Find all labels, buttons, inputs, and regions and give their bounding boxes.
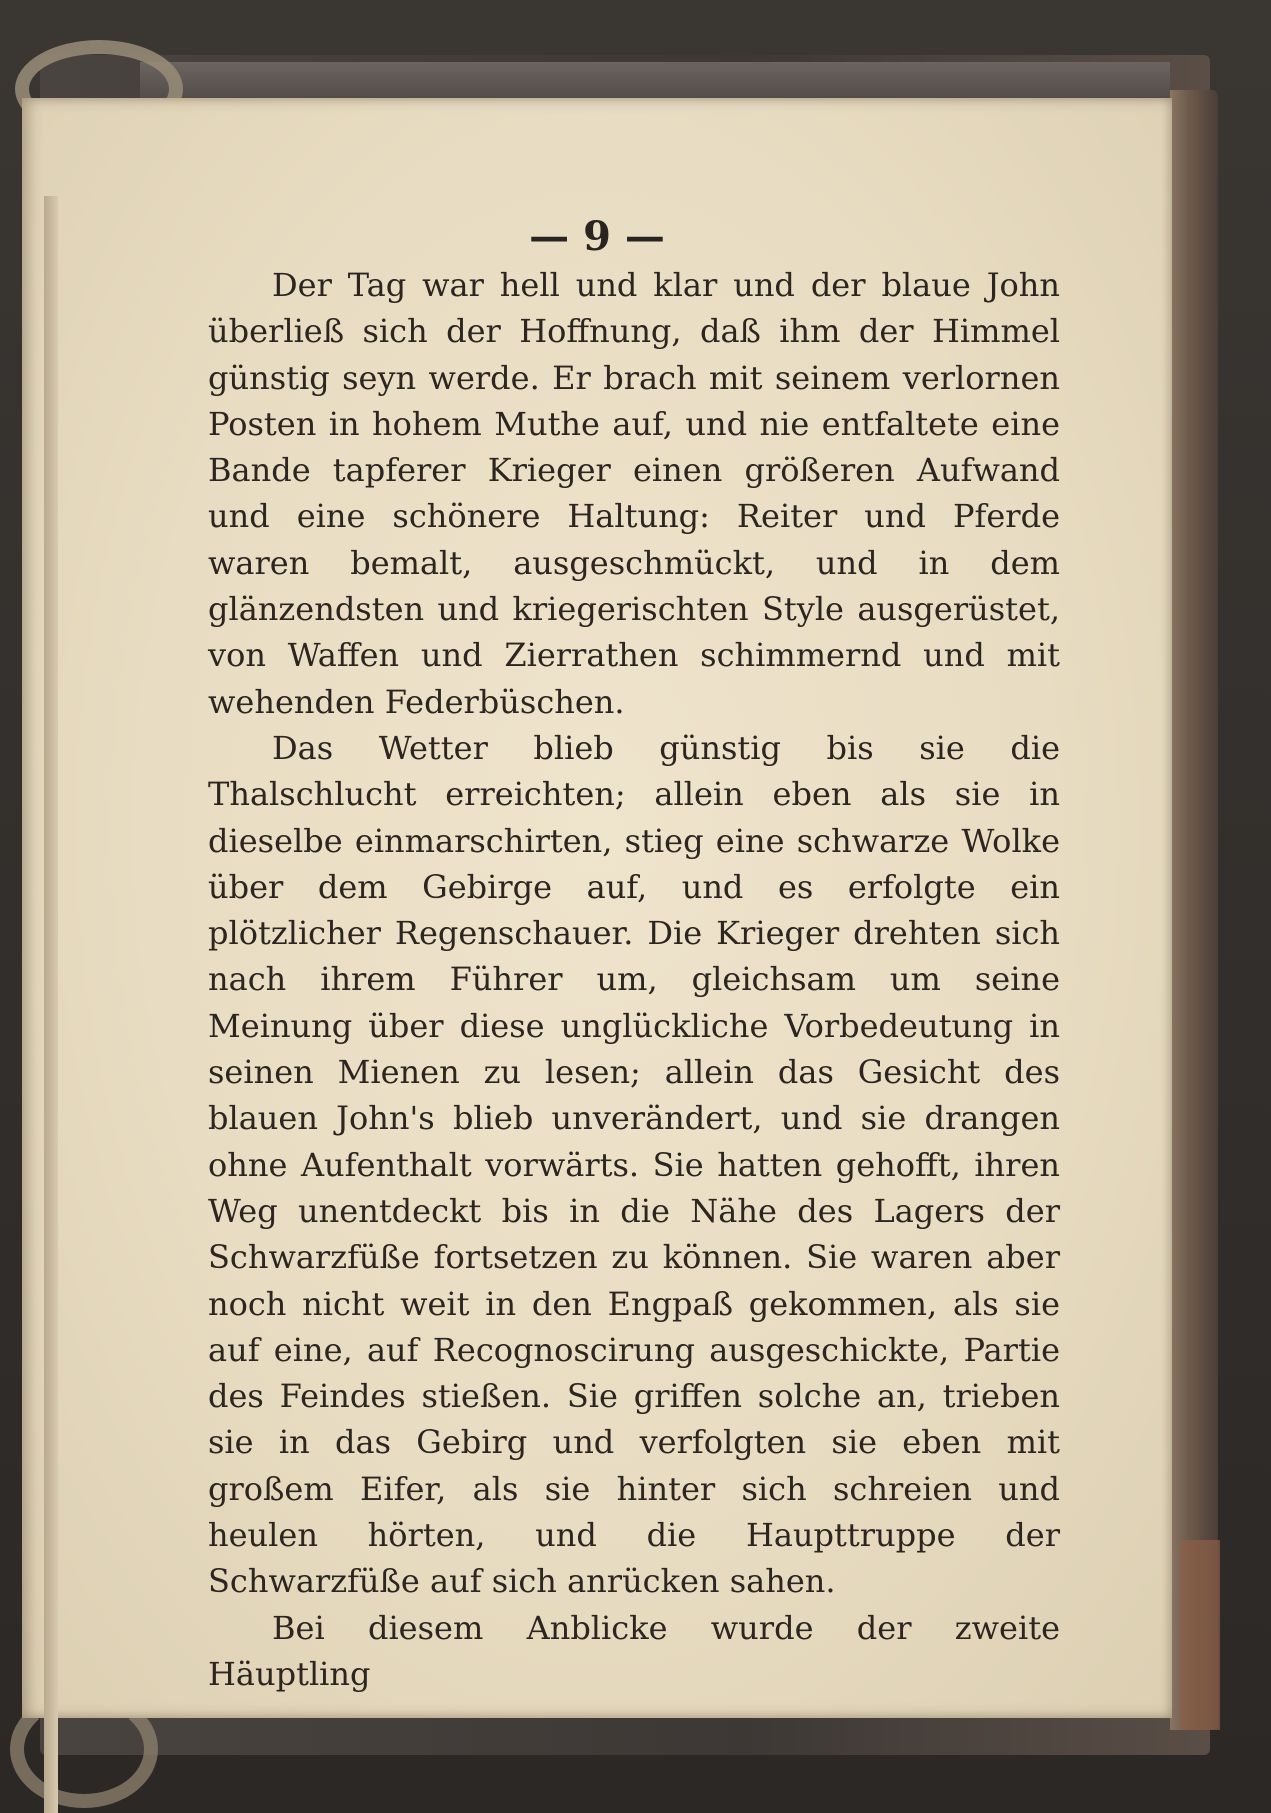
book-cover-corner: [1180, 1540, 1220, 1730]
paragraph: Der Tag war hell und klar und der blaue John überließ sich der Hoffnung, daß ihm der Himmel günstig seyn werde. Er brach mit seinem verlornen Posten in hohem Muthe auf, und nie entfaltete eine Bande tapferer Krieger einen größeren Aufwand und eine schönere Haltung: Reiter und Pferde waren bemalt, ausgeschmückt, und in dem glänzendsten und kriegerischten Style ausgerüstet, von Waffen und Zierrathen schimmernd und mit wehenden Federbüschen.: [208, 266, 1060, 721]
book-cover-top-edge: [140, 62, 1170, 102]
page-gutter: [44, 196, 58, 1813]
book-cover-right-edge: [1170, 90, 1218, 1730]
paragraph: Bei diesem Anblicke wurde der zweite Häuptling: [208, 1608, 1060, 1693]
book-page: [22, 98, 1172, 1718]
page-number: — 9 —: [529, 213, 665, 260]
page-text: [208, 262, 1060, 1697]
paragraph: Das Wetter blieb günstig bis sie die Thalschlucht erreichten; allein eben als sie in dieselbe einmarschirten, stieg eine schwarze Wolke über dem Gebirge auf, und es erfolgte ein plötzlicher Regenschauer. Die Krieger drehten sich nach ihrem Führer um, gleichsam um seine Meinung über diese unglückliche Vorbedeutung in seinen Mienen zu lesen; allein das Gesicht des blauen John's blieb unverändert, und sie drangen ohne Aufenthalt vorwärts. Sie hatten gehofft, ihren Weg unentdeckt bis in die Nähe des Lagers der Schwarzfüße fortsetzen zu können. Sie waren aber noch nicht weit in den Engpaß gekommen, als sie auf eine, auf Recognoscirung ausgeschickte, Partie des Feindes stießen. Sie griffen solche an, trieben sie in das Gebirg und verfolgten sie eben mit großem Eifer, als sie hinter sich schreien und heulen hörten, und die Haupttruppe der Schwarzfüße auf sich anrücken sahen.: [208, 728, 1060, 1601]
